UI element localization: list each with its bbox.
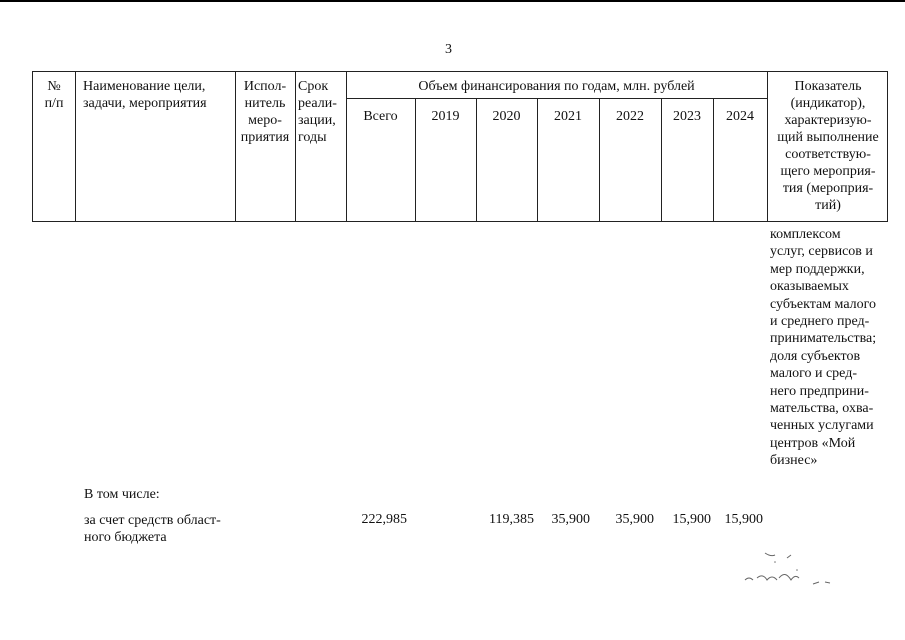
indicator-line: комплексом <box>770 227 841 242</box>
table-header <box>32 71 888 222</box>
header-text-line: соответствую- <box>785 147 871 162</box>
indicator-line: мательства, охва- <box>770 401 874 417</box>
indicator-line: принимательства; <box>770 331 877 347</box>
header-text-line: щего мероприя- <box>780 164 876 179</box>
signature-scribble <box>735 548 845 598</box>
header-col-executor <box>235 78 295 146</box>
col-divider <box>295 72 296 221</box>
header-col-name <box>83 78 233 112</box>
header-text-line: приятия <box>240 130 290 145</box>
header-col-year: 2021 <box>554 109 582 124</box>
page-number: 3 <box>445 42 452 57</box>
header-text-line: тий) <box>815 198 841 213</box>
row-label-line: за счет средств област- <box>84 513 221 528</box>
indicator-line: мер поддержки, <box>770 261 865 277</box>
header-funding-title: Объем финансирования по годам, млн. рублей <box>418 79 695 94</box>
header-col-year: 2023 <box>673 109 701 124</box>
indicator-line: центров «Мой <box>770 435 856 451</box>
header-text-line: (индикатор), <box>790 96 866 111</box>
header-text-line: годы <box>298 130 327 145</box>
header-text-line: Наименование цели, <box>83 79 206 94</box>
indicator-line: доля субъектов <box>770 348 861 364</box>
header-col-year: 2019 <box>431 109 460 124</box>
header-text-line: щий выполнение <box>777 130 879 145</box>
regional-budget-2022: 35,900 <box>615 512 654 527</box>
header-col-number <box>33 78 75 112</box>
indicator-line: ченных услугами <box>770 418 874 434</box>
header-text-line: зации, <box>298 113 336 128</box>
header-text-line: тия (мероприя- <box>782 181 874 196</box>
indicator-line: оказываемых <box>770 279 849 295</box>
regional-budget-2023: 15,900 <box>672 512 711 527</box>
header-text-line: п/п <box>44 96 64 111</box>
header-text-line: № <box>47 79 61 94</box>
header-text-line: Показатель <box>794 79 862 94</box>
header-col-total: Всего <box>363 109 398 124</box>
header-text-line: характеризую- <box>784 113 872 128</box>
header-text-line: задачи, мероприятия <box>83 96 207 111</box>
regional-budget-label <box>84 512 254 546</box>
regional-budget-2020: 119,385 <box>489 512 534 527</box>
header-text-line: реали- <box>298 96 337 111</box>
indicator-line: малого и сред- <box>770 366 858 382</box>
header-col-year: 2024 <box>726 109 754 124</box>
header-col-indicator <box>767 78 889 214</box>
header-text-line: Испол- <box>243 79 287 94</box>
indicator-line: и среднего пред- <box>770 314 870 330</box>
including-label: В том числе: <box>84 487 160 502</box>
scan-top-edge <box>0 0 905 2</box>
funding-subheader-line <box>346 98 767 99</box>
header-col-year: 2022 <box>616 109 644 124</box>
indicator-line: услуг, сервисов и <box>770 244 873 260</box>
header-col-period <box>298 78 346 146</box>
header-col-year: 2020 <box>492 109 521 124</box>
col-divider <box>75 72 76 221</box>
regional-budget-total: 222,985 <box>361 512 407 527</box>
header-text-line: Срок <box>298 79 329 94</box>
row-label-line: ного бюджета <box>84 530 167 545</box>
header-text-line: меро- <box>248 113 282 128</box>
regional-budget-2021: 35,900 <box>551 512 590 527</box>
indicator-line: него предприни- <box>770 383 869 399</box>
regional-budget-2024: 15,900 <box>724 512 763 527</box>
indicator-line: субъектам малого <box>770 296 877 312</box>
indicator-line: бизнес» <box>770 453 818 469</box>
indicator-continuation <box>770 226 882 470</box>
header-text-line: нитель <box>244 96 286 111</box>
